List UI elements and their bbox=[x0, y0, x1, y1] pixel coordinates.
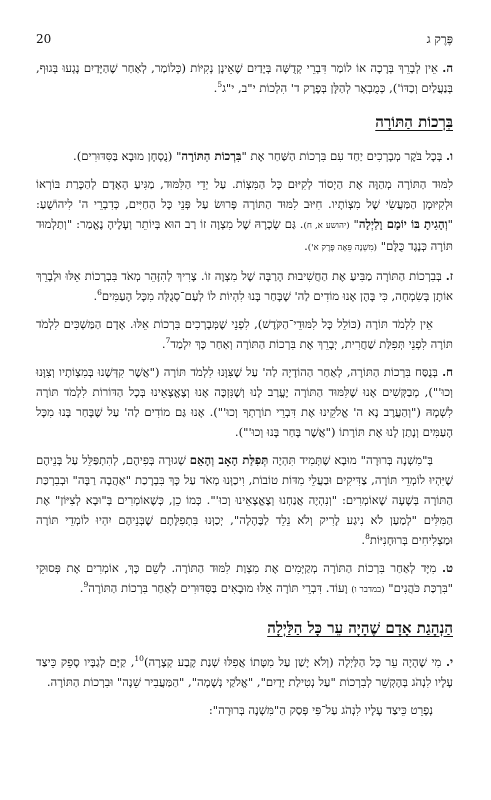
paragraph-text: מִיָּד לְאַחַר בִּרְכוֹת הַתּוֹרָה מְקַיְּמִים אֶת מִצְוַת לִמּוּד הַתּוֹרָה. לְשֵׁם כָּךְ, אוֹמְרִים אֶת פְּסוּקֵי "בִּרְכַּת כֹּהֲנִים" bbox=[36, 561, 453, 595]
footnote-marker: 8 bbox=[365, 532, 370, 542]
page-number: 20 bbox=[36, 32, 52, 46]
paragraph-forbidden: אֵין לִלְמֹד תּוֹרָה (כּוֹלֵל כָּל לִמּוּדֵי־הַקֹּדֶשׁ), לִפְנֵי שֶׁמְּבָרְכִים בִּרְכוֹת אֵלּוּ. אָדָם הַמַּשְׁכִּים לִלְמֹד תּוֹרָה לִפְנֵי תְּפִלַּת שַׁחֲרִית, יְבָרֵךְ אֶת בִּרְכוֹת הַתּוֹרָה וְאַחַר כָּךְ יִלְמַד$^7$. bbox=[36, 317, 453, 351]
footnote-marker: 7 bbox=[165, 336, 171, 346]
paragraph-label: ז. bbox=[445, 269, 453, 283]
source-reference: (מִשְׁנָה פֵּאָה פֶּרֶק א') bbox=[307, 243, 378, 253]
chapter-title: פֶּרֶק ג bbox=[426, 31, 453, 46]
source-reference: (במדבר ו) bbox=[351, 585, 385, 595]
footnote-marker: 5 bbox=[217, 80, 223, 90]
paragraph-last bbox=[36, 700, 453, 720]
paragraph-heh: ה. אֵין לְבָרֵךְ בְּרָכָה אוֹ לוֹמַר דִּבְרֵי קְדֻשָּׁה בְּיָדַיִם שֶׁאֵינָן נְקִיּוֹת (כְּלוֹמַר, לְאַחַר שֶׁהַיָּדַיִם נָגְעוּ בְּגוּף, בְּנַעֲלַיִם וְכַדּוֹ'), כְּמֻבְאָר לְהַלָּן בְּפֶרֶק ד' הִלְכוֹת י"ב, י"ג$^5$. bbox=[36, 61, 453, 95]
paragraph-study bbox=[36, 174, 453, 258]
paragraph-yod bbox=[36, 652, 453, 692]
paragraph-text: אֵין לְבָרֵךְ בְּרָכָה אוֹ לוֹמַר דִּבְרֵי קְדֻשָּׁה בְּיָדַיִם שֶׁאֵינָן נְקִיּוֹת (כְּלוֹמַר, לְאַחַר שֶׁהַיָּדַיִם נָגְעוּ בְּגוּף, בְּנַעֲלַיִם וְכַדּוֹ'), כְּמֻבְאָר לְהַלָּן בְּפֶרֶק ד' הִלְכוֹת י"ב, י"ג bbox=[36, 61, 453, 95]
source-reference: (יהושע א, ח) bbox=[303, 221, 350, 231]
paragraph-text: . גַּם שְׂכָרָהּ שֶׁל מִצְוָה זוֹ רַב הוּא בְּיוֹתֵר וְעָלֶיהָ נֶאֱמַר: "וְתַלְמוּד תּוֹרָה כְּנֶגֶד כֻּלָּם" bbox=[36, 217, 453, 253]
paragraph-text: נְפָרֵט כֵּיצַד עָלָיו לִנְהֹג עַל־פִּי פְּסַק הַ"מִּשְׁנָה בְּרוּרָה": bbox=[208, 703, 433, 717]
paragraph-label: ו. bbox=[445, 149, 453, 163]
paragraph-label: י. bbox=[445, 655, 454, 669]
paragraph-vav bbox=[36, 146, 453, 166]
paragraph-tet: ט. מִיָּד לְאַחַר בִּרְכוֹת הַתּוֹרָה מְקַיְּמִים אֶת מִצְוַת לִמּוּד הַתּוֹרָה. לְשֵׁם כָּךְ, אוֹמְרִים אֶת פְּסוּקֵי "בִּרְכַּת כֹּהֲנִים" (במדבר ו) וָעוֹד. דִּבְרֵי תּוֹרָה אֵלּוּ מוּבָאִים בַּסִּדּוּרִים לְאַחַר בִּרְכוֹת הַתּוֹרָה$^9$. bbox=[36, 561, 453, 595]
paragraph-text: " bbox=[349, 217, 359, 231]
paragraph-mishna-berura: בְּ"מִשְׁנָה בְּרוּרָה" מוּבָא שֶׁתְּמִיד תִּהְיֶה תְּפִלַּת הָאָב וְהָאֵם שְׁגוּרָה בְּפִיהֶם, לְהִתְפַּלֵּל עַל בְּנֵיהֶם שֶׁיִּהְיוּ לוֹמְדֵי תּוֹרָה, צַדִּיקִים וּבַעֲלֵי מִדּוֹת טוֹבוֹת, וִיכַוְּנוּ מְאֹד עַל כָּךְ בִּבְרָכַת "אַהֲבָה רַבָּה" וּבְבִרְכַּת הַתּוֹרָה בְּשָׁעָה שֶׁאוֹמְרִים: "וְנִהְיֶה אֲנַחְנוּ וְצֶאֱצָאֵינוּ וְכוּ'". כְּמוֹ כֵן, כְּשֶׁאוֹמְרִים בְּ"וּבָא לְצִיּוֹן" אֶת הַמִּלִּים "לְמַעַן לֹא נִיגַע לָרִיק וְלֹא נֵלֵד לַבֶּהָלָה", יְכַוְּנוּ בִּתְפִלָּתָם שֶׁבְּנֵיהֶם יִהְיוּ לוֹמְדֵי תּוֹרָה וּמַצְלִיחִים בְּרוּחָנִיּוֹת$^8$. bbox=[36, 453, 453, 547]
paragraph-label: ט. bbox=[441, 561, 453, 575]
page-content bbox=[36, 58, 453, 728]
section-title-torah-blessings: בִּרְכוֹת הַתּוֹרָה bbox=[375, 113, 453, 131]
paragraph-text: בְּ"מִשְׁנָה בְּרוּרָה" מוּבָא שֶׁתְּמִיד תִּהְיֶה bbox=[268, 453, 433, 467]
emphasis-text: וְהָגִיתָ בּוֹ יוֹמָם וָלַיְלָה bbox=[358, 217, 448, 231]
footnote-marker: 10 bbox=[134, 654, 144, 664]
paragraph-text: בְּבִרְכוֹת הַתּוֹרָה מַבִּיעַ אֶת הַחֲשִׁיבוּת הָרַבָּה שֶׁל מִצְוָה זוֹ. צָרִיךְ לְהִזָּהֵר מְאֹד בִּבְרָכוֹת אֵלּוּ וּלְבָרֵךְ אוֹתָן בְּשִׂמְחָה, כִּי בָּהֶן אָנוּ מוֹדִים לַה' שֶׁבָּחַר בָּנוּ לִהְיוֹת לוֹ לְעַם־סְגֻלָּה מִכָּל הָעַמִּים bbox=[36, 269, 453, 303]
paragraph-zayin: ז. בְּבִרְכוֹת הַתּוֹרָה מַבִּיעַ אֶת הַחֲשִׁיבוּת הָרַבָּה שֶׁל מִצְוָה זוֹ. צָרִיךְ לְהִזָּהֵר מְאֹד בִּבְרָכוֹת אֵלּוּ וּלְבָרֵךְ אוֹתָן בְּשִׂמְחָה, כִּי בָּהֶן אָנוּ מוֹדִים לַה' שֶׁבָּחַר בָּנוּ לִהְיוֹת לוֹ לְעַם־סְגֻלָּה מִכָּל הָעַמִּים$^6$. bbox=[36, 269, 453, 303]
paragraph-chet bbox=[36, 362, 453, 442]
paragraph-text: וָעוֹד. דִּבְרֵי תּוֹרָה אֵלּוּ מוּבָאִים בַּסִּדּוּרִים לְאַחַר בִּרְכוֹת הַתּוֹרָה bbox=[88, 581, 352, 595]
paragraph-label: ח. bbox=[442, 365, 454, 379]
emphasis-text: בִּרְכוֹת הַתּוֹרָה bbox=[181, 149, 242, 163]
footnote-marker: 6 bbox=[97, 288, 102, 298]
paragraph-text: לִמּוּד הַתּוֹרָה מְהַוֶּה אֶת הַיְסוֹד לְקִיּוּם כָּל הַמִּצְוֹת. עַל יְדֵי הַלִּמּוּד, מַגִּיעַ הָאָדָם לְהַכָּרַת בּוֹרְאוֹ וּלְקִיּוּמָן הַמַּעֲשִׂי שֶׁל מִצְוֹתָיו. חִיּוּב לִמּוּד הַתּוֹרָה פָּרוּשׂ עַל פְּנֵי כָּל הַחַיִּים, כְּדִבְרֵי ה' לִיהוֹשֻׁעַ: " bbox=[36, 177, 453, 231]
paragraph-text: אֵין לִלְמֹד תּוֹרָה (כּוֹלֵל כָּל לִמּוּדֵי־הַקֹּדֶשׁ), לִפְנֵי שֶׁמְּבָרְכִים בִּרְכוֹת אֵלּוּ. אָדָם הַמַּשְׁכִּים לִלְמֹד תּוֹרָה לִפְנֵי תְּפִלַּת שַׁחֲרִית, יְבָרֵךְ אֶת בִּרְכוֹת הַתּוֹרָה וְאַחַר כָּךְ יִלְמַד bbox=[36, 317, 453, 351]
paragraph-text: מִי שֶׁהָיָה עֵר כָּל הַלַּיְלָה (וְלֹא יָשַׁן עַל מִטָּתוֹ אֲפִלּוּ שְׁנַת קֶבַע קְצָרָה) bbox=[143, 655, 442, 669]
paragraph-text: " (נֻסְחָן מוּבָא בַּסִּדּוּרִים). bbox=[73, 149, 182, 163]
paragraph-text: בְּכָל בֹּקֶר מְבָרְכִים יַחַד עִם בִּרְכוֹת הַשַּׁחַר אֶת " bbox=[241, 149, 443, 163]
emphasis-text: תְּפִלַּת הָאָב וְהָאֵם bbox=[189, 453, 269, 467]
paragraph-text: שְׁגוּרָה בְּפִיהֶם, לְהִתְפַּלֵּל עַל בְּנֵיהֶם שֶׁיִּהְיוּ לוֹמְדֵי תּוֹרָה, צַדִּיקִים וּבַעֲלֵי מִדּוֹת טוֹבוֹת, וִיכַוְּנוּ מְאֹד עַל כָּךְ בִּבְרָכַת "אַהֲבָה רַבָּה" וּבְבִרְכַּת הַתּוֹרָה בְּשָׁעָה שֶׁאוֹמְרִים: "וְנִהְיֶה אֲנַחְנוּ וְצֶאֱצָאֵינוּ וְכוּ'". כְּמוֹ כֵן, כְּשֶׁאוֹמְרִים בְּ"וּבָא לְצִיּוֹן" אֶת הַמִּלִּים "לְמַעַן לֹא נִיגַע לָרִיק וְלֹא נֵלֵד לַבֶּהָלָה", יְכַוְּנוּ בִּתְפִלָּתָם שֶׁבְּנֵיהֶם יִהְיוּ לוֹמְדֵי תּוֹרָה וּמַצְלִיחִים בְּרוּחָנִיּוֹת bbox=[36, 453, 453, 547]
paragraph-text: . bbox=[304, 239, 308, 253]
paragraph-text: , קַיָּם לְגַבָּיו סָפֵק כֵּיצַד עָלָיו לִנְהֹג בְּהֶקְשֵׁר לְבִרְכוֹת "עַל נְטִילַת יָדַיִם", "אֱלֹקַי נְשָׁמָה", "הַמַּעֲבִיר שֵׁנָה" וּבִרְכוֹת הַתּוֹרָה. bbox=[36, 655, 453, 689]
page-header bbox=[36, 30, 453, 48]
section-title-awake-all-night: הַנְהָגַת אָדָם שֶׁהָיָה עֵר כָּל הַלַּיְלָה bbox=[267, 619, 453, 637]
paragraph-label: ה. bbox=[442, 61, 453, 75]
footnote-marker: 9 bbox=[83, 580, 89, 590]
paragraph-text: בְּנֻסַּח בִּרְכוֹת הַתּוֹרָה, לְאַחַר הַהוֹדָיָה לַה' עַל שֶׁצִּוָּנוּ לִלְמֹד תּוֹרָה ("אֲשֶׁר קִדְּשָׁנוּ בְּמִצְוֹתָיו וְצִוָּנוּ וְכוּ'"), מְבַקְּשִׁים אָנוּ שֶׁלִּמּוּד הַתּוֹרָה יֶעֱרַב לָנוּ וְשֶׁנִּזְכֶּה אָנוּ וְצֶאֱצָאֵינוּ בְּכָל הַדּוֹרוֹת לִלְמֹד תּוֹרָה לִשְׁמָהּ ("וְהַעֲרֶב נָא ה' אֱלֹקֵינוּ אֶת דִּבְרֵי תוֹרָתְךָ וְכוּ'"). אָנוּ גַּם מוֹדִים לַה' עַל שֶׁבָּחַר בָּנוּ מִכָּל הָעַמִּים וְנָתַן לָנוּ אֶת תּוֹרָתוֹ ("אֲשֶׁר בָּחַר בָּנוּ וְכוּ'"). bbox=[36, 365, 453, 439]
